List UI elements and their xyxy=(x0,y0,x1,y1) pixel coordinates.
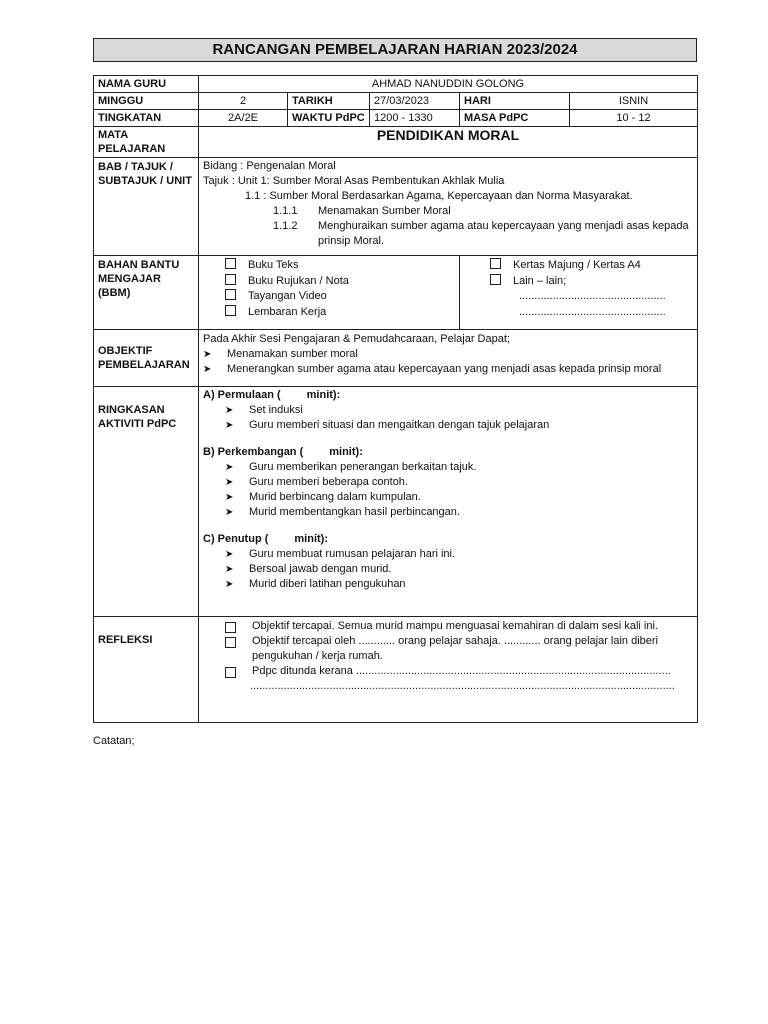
label-tarikh: TARIKH xyxy=(288,93,370,110)
aktiviti-item: ➤ Murid membentangkan hasil perbincangan. xyxy=(225,506,460,518)
arrow-bullet-icon: ➤ xyxy=(225,492,234,503)
bbm-item[interactable]: Tayangan Video xyxy=(203,289,455,305)
arrow-bullet-icon: ➤ xyxy=(225,564,234,575)
objektif-item: ➤ Menamakan sumber moral xyxy=(203,348,358,360)
label-ringkasan: RINGKASAN AKTIVITI PdPC xyxy=(94,387,199,617)
unit-text: Menghuraikan sumber agama atau kepercayaan yang menjadi asas kepada prinsip Moral. xyxy=(318,220,689,247)
bbm-item[interactable]: Kertas Majung / Kertas A4 xyxy=(464,258,693,274)
aktiviti-item: ➤ Set induksi xyxy=(225,404,303,416)
checkbox-icon[interactable] xyxy=(490,274,501,285)
aktiviti-c-heading: C) Penutup ( minit): xyxy=(203,533,328,545)
page-title: RANCANGAN PEMBELAJARAN HARIAN 2023/2024 xyxy=(93,38,697,62)
refleksi-dots-line: ........................................................................................................................................... xyxy=(250,680,675,692)
mata-pelajaran-value: PENDIDIKAN MORAL xyxy=(199,127,698,158)
lesson-plan-table xyxy=(93,75,698,723)
aktiviti-item: ➤ Guru membuat rumusan pelajaran hari ini. xyxy=(225,548,456,560)
bab-cell xyxy=(199,158,698,256)
refleksi-cell xyxy=(199,617,698,723)
tingkatan-value: 2A/2E xyxy=(199,110,288,127)
refleksi-item[interactable]: Objektif tercapai. Semua murid mampu menguasai kemahiran di dalam sesi kali ini. xyxy=(203,619,693,634)
bbm-item[interactable]: Buku Teks xyxy=(203,258,455,274)
checkbox-icon[interactable] xyxy=(225,637,236,648)
arrow-bullet-icon: ➤ xyxy=(225,549,234,560)
bab-unit-2 xyxy=(203,219,693,249)
waktu-value: 1200 - 1330 xyxy=(370,110,460,127)
hari-value: ISNIN xyxy=(570,93,698,110)
nama-guru-value: AHMAD NANUDDIN GOLONG xyxy=(199,76,698,93)
bab-unit-1 xyxy=(203,204,693,219)
bbm-item[interactable]: Buku Rujukan / Nota xyxy=(203,274,455,290)
arrow-bullet-icon: ➤ xyxy=(225,405,234,416)
masa-value: 10 - 12 xyxy=(570,110,698,127)
aktiviti-cell xyxy=(199,387,698,617)
aktiviti-item: ➤ Bersoal jawab dengan murid. xyxy=(225,563,392,575)
label-bab: BAB / TAJUK / SUBTAJUK / UNIT xyxy=(94,158,199,256)
bbm-item[interactable]: Lain – lain; xyxy=(464,274,693,290)
refleksi-item[interactable]: Objektif tercapai oleh ............ orang pelajar sahaja. ............ orang pelajar lain diberi pengukuhan / kerja rumah. xyxy=(203,634,693,664)
aktiviti-item: ➤ Murid diberi latihan pengukuhan xyxy=(225,578,406,590)
label-refleksi: REFLEKSI xyxy=(94,617,199,723)
aktiviti-item: ➤ Murid berbincang dalam kumpulan. xyxy=(225,491,421,503)
label-hari: HARI xyxy=(460,93,570,110)
label-bbm: BAHAN BANTU MENGAJAR (BBM) xyxy=(94,256,199,330)
arrow-bullet-icon: ➤ xyxy=(225,477,234,488)
arrow-bullet-icon: ➤ xyxy=(225,579,234,590)
label-tingkatan: TINGKATAN xyxy=(94,110,199,127)
label-nama-guru: NAMA GURU xyxy=(94,76,199,93)
aktiviti-a-heading: A) Permulaan ( minit): xyxy=(203,389,341,401)
minggu-value: 2 xyxy=(199,93,288,110)
checkbox-icon[interactable] xyxy=(225,305,236,316)
unit-number: 1.1.2 xyxy=(273,220,298,232)
bbm-dots-line: ................................................ xyxy=(519,290,666,302)
objektif-cell xyxy=(199,330,698,387)
arrow-bullet-icon: ➤ xyxy=(225,462,234,473)
checkbox-icon[interactable] xyxy=(225,258,236,269)
unit-number: 1.1.1 xyxy=(273,205,298,217)
bbm-right-cell xyxy=(460,256,698,330)
checkbox-icon[interactable] xyxy=(490,258,501,269)
aktiviti-item: ➤ Guru memberi situasi dan mengaitkan dengan tajuk pelajaran xyxy=(225,419,550,431)
bbm-left-cell xyxy=(199,256,460,330)
bbm-item[interactable]: Lembaran Kerja xyxy=(203,305,455,321)
bbm-dots-line: ................................................ xyxy=(519,305,666,318)
checkbox-icon[interactable] xyxy=(225,622,236,633)
aktiviti-item: ➤ Guru memberikan penerangan berkaitan tajuk. xyxy=(225,461,477,473)
objektif-intro: Pada Akhir Sesi Pengajaran & Pemudahcaraan, Pelajar Dapat; xyxy=(203,333,510,345)
arrow-bullet-icon: ➤ xyxy=(225,507,234,518)
arrow-bullet-icon: ➤ xyxy=(225,420,234,431)
arrow-bullet-icon: ➤ xyxy=(203,364,212,375)
unit-text: Menamakan Sumber Moral xyxy=(318,205,451,217)
label-waktu: WAKTU PdPC xyxy=(288,110,370,127)
bab-tajuk: Tajuk : Unit 1: Sumber Moral Asas Pembentukan Akhlak Mulia xyxy=(203,175,505,187)
bab-subtajuk: 1.1 : Sumber Moral Berdasarkan Agama, Kepercayaan dan Norma Masyarakat. xyxy=(245,190,633,202)
objektif-item: ➤ Menerangkan sumber agama atau kepercayaan yang menjadi asas kepada prinsip moral xyxy=(203,363,662,375)
catatan-label: Catatan; xyxy=(93,735,135,747)
label-minggu: MINGGU xyxy=(94,93,199,110)
bab-bidang: Bidang : Pengenalan Moral xyxy=(203,160,336,172)
checkbox-icon[interactable] xyxy=(225,667,236,678)
checkbox-icon[interactable] xyxy=(225,274,236,285)
aktiviti-b-heading: B) Perkembangan ( minit): xyxy=(203,446,363,458)
checkbox-icon[interactable] xyxy=(225,289,236,300)
tarikh-value: 27/03/2023 xyxy=(370,93,460,110)
label-objektif: OBJEKTIF PEMBELAJARAN xyxy=(94,330,199,387)
label-mata-pelajaran: MATA PELAJARAN xyxy=(94,127,199,158)
arrow-bullet-icon: ➤ xyxy=(203,349,212,360)
label-masa: MASA PdPC xyxy=(460,110,570,127)
aktiviti-item: ➤ Guru memberi beberapa contoh. xyxy=(225,476,408,488)
refleksi-item[interactable]: Pdpc ditunda kerana ....................................................................................................... xyxy=(203,664,693,679)
